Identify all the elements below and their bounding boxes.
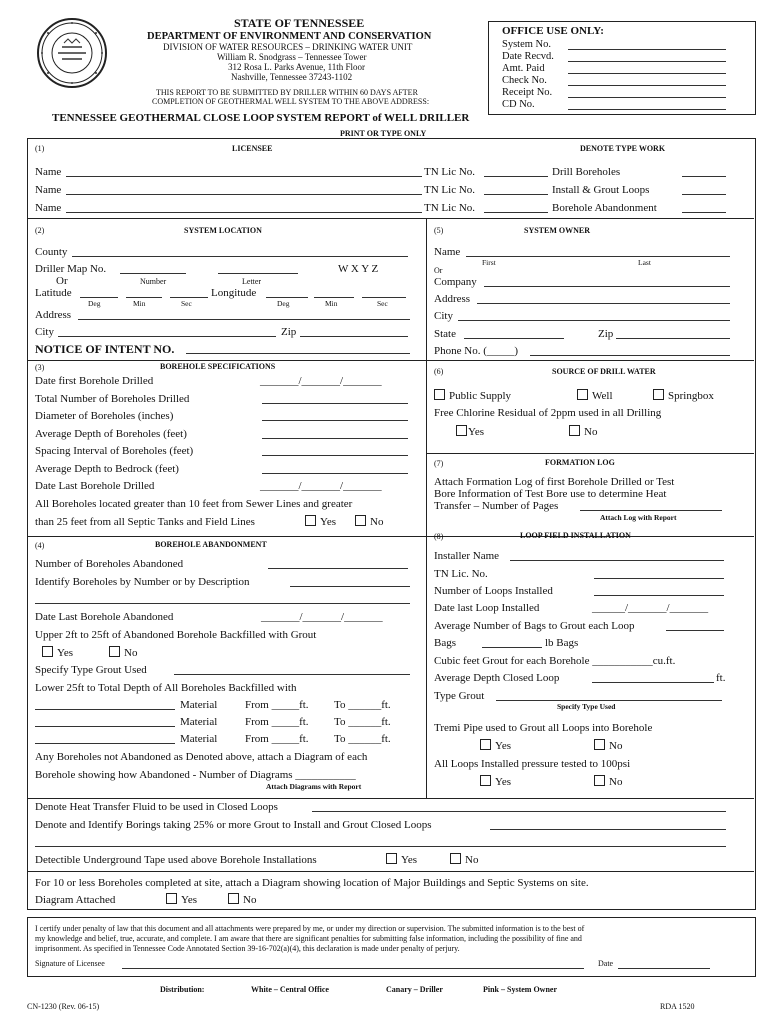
- licensee-name-field[interactable]: [66, 212, 422, 213]
- borings-label: Denote and Identify Borings taking 25% or more Grout to Install and Grout Closed Loops: [35, 819, 432, 831]
- owner-address-label: Address: [434, 293, 471, 305]
- installer-field[interactable]: [510, 560, 724, 561]
- last-label: Last: [638, 258, 651, 267]
- well-label: Well: [592, 390, 613, 402]
- aband-lower-label: Lower 25ft to Total Depth of All Boreholes Backfilled with: [35, 682, 297, 694]
- work-type-label: Borehole Abandonment: [552, 202, 657, 214]
- avg-bags-field[interactable]: [666, 630, 724, 631]
- sewer-yes-checkbox[interactable]: [305, 515, 316, 526]
- first-label: First: [482, 258, 496, 267]
- diagram-yes-label: Yes: [181, 894, 198, 906]
- licensee-name-label: Name: [35, 184, 62, 196]
- aband-any2: Borehole showing how Abandoned - Number of Diagrams ___________: [35, 769, 356, 781]
- print-note: PRINT OR TYPE ONLY: [340, 129, 427, 138]
- sec7-num: (7): [434, 459, 444, 468]
- specify-type-note: Specify Type Used: [557, 702, 616, 711]
- longitude-label: Longitude: [211, 287, 257, 299]
- material-from: From _____ft.: [245, 699, 309, 711]
- owner-zip-label: Zip: [598, 328, 614, 340]
- pressure-yes-label: Yes: [495, 776, 512, 788]
- sec5-title: SYSTEM OWNER: [524, 226, 591, 235]
- loop-tnlic-field[interactable]: [594, 578, 724, 579]
- pressure-no-label: No: [609, 776, 623, 788]
- material-from: From _____ft.: [245, 716, 309, 728]
- work-type-field[interactable]: [682, 176, 726, 177]
- sewer-no-label: No: [370, 516, 384, 528]
- material-to: To ______ft.: [334, 699, 391, 711]
- avg-depth-field[interactable]: [592, 682, 714, 683]
- owner-address-field[interactable]: [477, 303, 730, 304]
- lon-min[interactable]: [314, 297, 354, 298]
- sewer-line1: All Boreholes located greater than 10 feet from Sewer Lines and greater: [35, 498, 353, 510]
- aband-number-label: Number of Boreholes Abandoned: [35, 558, 184, 570]
- owner-state-field[interactable]: [464, 338, 564, 339]
- date-field[interactable]: [618, 968, 710, 969]
- header-notice1: THIS REPORT TO BE SUBMITTED BY DRILLER WITHIN 60 DAYS AFTER: [156, 88, 418, 97]
- lat-sec[interactable]: [170, 297, 208, 298]
- licensee-name-label: Name: [35, 166, 62, 178]
- chlorine-yes-label: Yes: [468, 426, 485, 438]
- owner-city-field[interactable]: [458, 320, 730, 321]
- aband-identify-field-2[interactable]: [35, 603, 410, 604]
- header-notice2: COMPLETION OF GEOTHERMAL WELL SYSTEM TO THE ABOVE ADDRESS:: [152, 97, 430, 106]
- diagram-no-checkbox[interactable]: [228, 893, 239, 904]
- or-label: Or: [56, 275, 68, 287]
- sec4-title: BOREHOLE ABANDONMENT: [155, 540, 267, 549]
- distribution-white: White – Central Office: [251, 985, 329, 994]
- owner-state-label: State: [434, 328, 456, 340]
- sec4-num: (4): [35, 541, 45, 550]
- bags-field[interactable]: [482, 647, 542, 648]
- attach-diagrams-note: Attach Diagrams with Report: [266, 782, 362, 791]
- office-field-input[interactable]: [568, 97, 726, 98]
- chlorine-no-label: No: [584, 426, 598, 438]
- sec6-num: (6): [434, 367, 444, 376]
- upper-yes-checkbox[interactable]: [42, 646, 53, 657]
- sec7-title: FORMATION LOG: [545, 458, 615, 467]
- formation-line2: Bore Information of Test Bore use to determine Heat: [434, 488, 667, 500]
- aband-upper-label: Upper 2ft to 25ft of Abandoned Borehole Backfilled with Grout: [35, 629, 317, 641]
- springbox-checkbox[interactable]: [653, 389, 664, 400]
- office-field-input[interactable]: [568, 73, 726, 74]
- work-type-field[interactable]: [682, 194, 726, 195]
- aband-identify-field[interactable]: [290, 586, 410, 587]
- chlorine-yes-checkbox[interactable]: [456, 425, 467, 436]
- office-use-title: OFFICE USE ONLY:: [502, 25, 604, 37]
- diagram-no-label: No: [243, 894, 257, 906]
- office-field-label: Amt. Paid: [502, 63, 545, 74]
- owner-name-field[interactable]: [466, 256, 730, 257]
- address-field[interactable]: [78, 319, 410, 320]
- borings-field-2[interactable]: [35, 846, 726, 847]
- owner-zip-field[interactable]: [616, 338, 730, 339]
- sec8-title: LOOP FIELD INSTALLATION: [520, 531, 631, 540]
- material-field[interactable]: [35, 726, 175, 727]
- letter-label: Letter: [242, 277, 262, 286]
- chlorine-no-checkbox[interactable]: [569, 425, 580, 436]
- sec3-title: BOREHOLE SPECIFICATIONS: [160, 362, 276, 371]
- tape-no-label: No: [465, 854, 479, 866]
- well-checkbox[interactable]: [577, 389, 588, 400]
- licensee-lic-field[interactable]: [484, 194, 548, 195]
- spec-row-label: Date first Borehole Drilled: [35, 375, 154, 387]
- bags-label: Bags: [434, 637, 456, 649]
- spec-row-label: Spacing Interval of Boreholes (feet): [35, 445, 194, 457]
- licensee-lic-field[interactable]: [484, 212, 548, 213]
- formation-pages-field[interactable]: [580, 510, 722, 511]
- aband-number-field[interactable]: [268, 568, 408, 569]
- public-supply-checkbox[interactable]: [434, 389, 445, 400]
- notice-intent-label: NOTICE OF INTENT NO.: [35, 342, 175, 356]
- pressure-yes-checkbox[interactable]: [480, 775, 491, 786]
- sec1-title: LICENSEE: [232, 144, 273, 153]
- owner-or: Or: [434, 266, 443, 275]
- zip-label: Zip: [281, 326, 297, 338]
- office-field-label: Check No.: [502, 75, 547, 86]
- lon-sec[interactable]: [362, 297, 406, 298]
- spec-row-label: Diameter of Boreholes (inches): [35, 410, 174, 422]
- owner-phone-label: Phone No. (_____): [434, 345, 519, 357]
- notice-intent-field[interactable]: [186, 353, 410, 354]
- cubic-label: Cubic feet Grout for each Borehole ___________cu.ft.: [434, 655, 676, 667]
- office-field-label: CD No.: [502, 99, 535, 110]
- deg-label: Deg: [88, 299, 101, 308]
- licensee-lic-label: TN Lic No.: [424, 202, 476, 214]
- work-type-label: Drill Boreholes: [552, 166, 621, 178]
- zip-field[interactable]: [300, 336, 408, 337]
- owner-city-label: City: [434, 310, 453, 322]
- sec1-num: (1): [35, 144, 45, 153]
- licensee-lic-field[interactable]: [484, 176, 548, 177]
- tape-no-checkbox[interactable]: [450, 853, 461, 864]
- chlorine-label: Free Chlorine Residual of 2ppm used in all Drilling: [434, 407, 662, 419]
- tremi-yes-checkbox[interactable]: [480, 739, 491, 750]
- form-number: CN-1230 (Rev. 06-15): [27, 1002, 100, 1011]
- springbox-label: Springbox: [668, 390, 714, 402]
- office-field-input[interactable]: [568, 109, 726, 110]
- spec-row-label: Date Last Borehole Drilled: [35, 480, 155, 492]
- tremi-no-checkbox[interactable]: [594, 739, 605, 750]
- address-label: Address: [35, 309, 72, 321]
- owner-name-label: Name: [434, 246, 461, 258]
- licensee-name-field[interactable]: [66, 194, 422, 195]
- date-label: Date: [598, 959, 614, 968]
- company-label: Company: [434, 276, 477, 288]
- licensee-lic-label: TN Lic No.: [424, 184, 476, 196]
- tape-label: Detectible Underground Tape used above Borehole Installations: [35, 854, 317, 866]
- header-address1: William R. Snodgrass – Tennessee Tower: [217, 52, 367, 62]
- spec-row-label: Average Depth of Boreholes (feet): [35, 427, 187, 440]
- county-field[interactable]: [72, 256, 408, 257]
- material-label: Material: [180, 733, 218, 745]
- aband-grout-label: Specify Type Grout Used: [35, 664, 147, 676]
- aband-date-label: Date Last Borehole Abandoned: [35, 611, 174, 623]
- aband-any1: Any Boreholes not Abandoned as Denoted above, attach a Diagram of each: [35, 751, 368, 763]
- material-label: Material: [180, 699, 218, 711]
- spec-row-label: Total Number of Boreholes Drilled: [35, 392, 190, 405]
- spec-row-label: Average Depth to Bedrock (feet): [35, 462, 179, 475]
- sewer-no-checkbox[interactable]: [355, 515, 366, 526]
- work-type-title: DENOTE TYPE WORK: [580, 144, 666, 153]
- office-field-input[interactable]: [568, 85, 726, 86]
- upper-no-label: No: [124, 647, 138, 659]
- spec-row-field[interactable]: [262, 403, 408, 404]
- loop-tnlic-label: TN Lic. No.: [434, 568, 488, 580]
- spec-date-field[interactable]: _______/_______/_______: [260, 375, 382, 387]
- distribution-canary: Canary – Driller: [386, 985, 443, 994]
- pressure-no-checkbox[interactable]: [594, 775, 605, 786]
- sec5-num: (5): [434, 226, 444, 235]
- office-field-input[interactable]: [568, 61, 726, 62]
- header-state: STATE OF TENNESSEE: [234, 16, 365, 30]
- loops-label: Number of Loops Installed: [434, 585, 553, 597]
- lon-deg[interactable]: [266, 297, 308, 298]
- sec2-title: SYSTEM LOCATION: [184, 226, 262, 235]
- material-field[interactable]: [35, 709, 175, 710]
- avg-depth-label: Average Depth Closed Loop: [434, 672, 560, 684]
- tremi-label: Tremi Pipe used to Grout all Loops into Borehole: [434, 722, 653, 734]
- material-from: From _____ft.: [245, 733, 309, 745]
- owner-phone-field[interactable]: [530, 355, 730, 356]
- material-to: To ______ft.: [334, 716, 391, 728]
- spec-row-field[interactable]: [262, 438, 408, 439]
- spec-date-field[interactable]: _______/_______/_______: [260, 480, 382, 492]
- sewer-line2: than 25 feet from all Septic Tanks and Field Lines: [35, 516, 255, 528]
- city-field[interactable]: [58, 336, 276, 337]
- loops-field[interactable]: [594, 595, 724, 596]
- public-supply-label: Public Supply: [449, 390, 512, 402]
- tape-yes-checkbox[interactable]: [386, 853, 397, 864]
- material-label: Material: [180, 716, 218, 728]
- fluid-label: Denote Heat Transfer Fluid to be used in Closed Loops: [35, 801, 278, 813]
- upper-yes-label: Yes: [57, 647, 74, 659]
- driller-map-label: Driller Map No.: [35, 263, 107, 275]
- diagram-label: Diagram Attached: [35, 894, 116, 906]
- tremi-yes-label: Yes: [495, 740, 512, 752]
- sec8-num: (8): [434, 532, 444, 541]
- latitude-label: Latitude: [35, 287, 72, 299]
- state-seal-icon: [36, 17, 108, 89]
- installer-label: Installer Name: [434, 550, 500, 562]
- certify-line2: my knowledge and belief, true, accurate, and complete. I am aware that there are significant penalties for submitting false information, including the possibility of fine and: [35, 934, 582, 943]
- distribution-pink: Pink – System Owner: [483, 985, 557, 994]
- sewer-yes-label: Yes: [320, 516, 337, 528]
- form-title: TENNESSEE GEOTHERMAL CLOSE LOOP SYSTEM REPORT of WELL DRILLER: [52, 112, 470, 124]
- diagram-yes-checkbox[interactable]: [166, 893, 177, 904]
- county-label: County: [35, 246, 68, 258]
- wxyz-label: W X Y Z: [338, 263, 379, 275]
- deg-label-2: Deg: [277, 299, 290, 308]
- min-label-2: Min: [325, 299, 338, 308]
- distribution-label: Distribution:: [160, 985, 205, 994]
- lat-deg[interactable]: [80, 297, 118, 298]
- fluid-field[interactable]: [312, 811, 726, 812]
- licensee-name-label: Name: [35, 202, 62, 214]
- map-number-field[interactable]: [120, 273, 186, 274]
- sec-label: Sec: [181, 299, 192, 308]
- aband-date-field[interactable]: _______/_______/_______: [261, 611, 383, 623]
- spec-row-field[interactable]: [262, 420, 408, 421]
- licensee-lic-label: TN Lic No.: [424, 166, 476, 178]
- office-field-label: Receipt No.: [502, 87, 553, 98]
- header-division: DIVISION OF WATER RESOURCES – DRINKING WATER UNIT: [163, 42, 413, 52]
- sec3-num: (3): [35, 363, 45, 372]
- loop-grout-field[interactable]: [496, 700, 722, 701]
- material-field[interactable]: [35, 743, 175, 744]
- loop-date-label: Date last Loop Installed: [434, 602, 540, 614]
- office-field-label: Date Recvd.: [502, 51, 554, 62]
- sec2-num: (2): [35, 226, 45, 235]
- loop-grout-label: Type Grout: [434, 690, 485, 702]
- lb-bags-label: lb Bags: [545, 637, 579, 649]
- material-to: To ______ft.: [334, 733, 391, 745]
- certify-line1: I certify under penalty of law that this document and all attachments were prepared by me, or under my direction or supervision. The submitted information is to the best of: [35, 924, 585, 933]
- aband-grout-field[interactable]: [174, 674, 410, 675]
- sec-label-2: Sec: [377, 299, 388, 308]
- company-field[interactable]: [484, 286, 730, 287]
- spec-row-field[interactable]: [262, 473, 408, 474]
- licensee-name-field[interactable]: [66, 176, 422, 177]
- signature-label: Signature of Licensee: [35, 959, 105, 968]
- header-address3: Nashville, Tennessee 37243-1102: [231, 72, 353, 82]
- spec-row-field[interactable]: [262, 455, 408, 456]
- upper-no-checkbox[interactable]: [109, 646, 120, 657]
- formation-line1: Attach Formation Log of first Borehole Drilled or Test: [434, 476, 675, 488]
- rda-number: RDA 1520: [660, 1002, 695, 1011]
- city-label: City: [35, 326, 54, 338]
- header-address2: 312 Rosa L. Parks Avenue, 11th Floor: [228, 62, 365, 72]
- formation-line3: Transfer – Number of Pages: [434, 500, 559, 512]
- lat-min[interactable]: [126, 297, 162, 298]
- pressure-label: All Loops Installed pressure tested to 100psi: [434, 758, 631, 770]
- avg-bags-label: Average Number of Bags to Grout each Loop: [434, 620, 635, 632]
- number-label: Number: [140, 277, 167, 286]
- tape-yes-label: Yes: [401, 854, 418, 866]
- office-field-input[interactable]: [568, 49, 726, 50]
- work-type-field[interactable]: [682, 212, 726, 213]
- aband-identify-label: Identify Boreholes by Number or by Description: [35, 576, 250, 588]
- header-department: DEPARTMENT OF ENVIRONMENT AND CONSERVATION: [147, 31, 432, 42]
- borings-field[interactable]: [490, 829, 726, 830]
- min-label: Min: [133, 299, 146, 308]
- certify-line3: imprisonment. As specified in Tennessee Code Annotated Section 39-16-702(a)(4), this declaration is made under penalty of perjury.: [35, 944, 460, 953]
- sec6-title: SOURCE OF DRILL WATER: [552, 367, 656, 376]
- work-type-label: Install & Grout Loops: [552, 184, 650, 196]
- office-field-label: System No.: [502, 39, 552, 50]
- ten-boreholes-label: For 10 or less Boreholes completed at site, attach a Diagram showing location of Major Buildings and Septic Systems on site.: [35, 877, 589, 889]
- signature-field[interactable]: [122, 968, 584, 969]
- map-letter-field[interactable]: [218, 273, 298, 274]
- attach-log-note: Attach Log with Report: [600, 513, 677, 522]
- avg-depth-ft: ft.: [716, 672, 726, 684]
- loop-date-field[interactable]: ______/_______/_______: [592, 602, 709, 614]
- tremi-no-label: No: [609, 740, 623, 752]
